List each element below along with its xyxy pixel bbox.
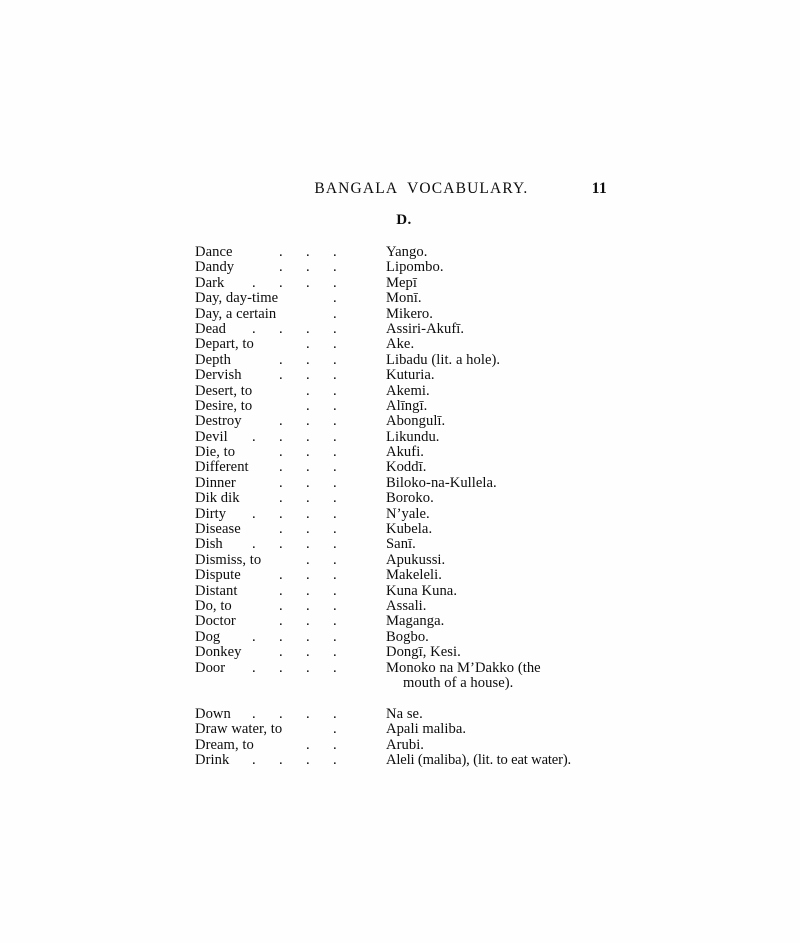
entry-translation: Aleli (maliba), (lit. to eat water). xyxy=(386,751,572,768)
leader-dots: . . . . xyxy=(252,274,337,291)
entry-headword: Do, to xyxy=(195,597,232,614)
entry-headword-cell xyxy=(195,414,386,429)
vocabulary-entry xyxy=(195,491,615,506)
entry-translation: Dongī, Kesi. xyxy=(386,644,461,661)
entry-headword: Down xyxy=(195,705,231,722)
entry-translation: Libadu (lit. a hole). xyxy=(386,351,501,368)
vocabulary-entry xyxy=(195,630,615,645)
leader-dots: . xyxy=(333,290,337,307)
entry-headword: Dog xyxy=(195,628,221,645)
entry-translation: N’yale. xyxy=(386,505,430,522)
entry-headword-cell xyxy=(195,537,386,552)
entry-headword: Dish xyxy=(195,536,223,553)
entry-headword-cell xyxy=(195,707,386,722)
entry-translation: Maganga. xyxy=(386,613,445,630)
entry-translation: Kubela. xyxy=(386,521,433,538)
vocabulary-entry xyxy=(195,507,615,522)
entry-translation: Akemi. xyxy=(386,382,430,399)
entry-headword: Dik dik xyxy=(195,490,240,507)
page-title: BANGALA VOCABULARY. xyxy=(314,180,529,197)
entry-headword-cell xyxy=(195,614,386,629)
entry-headword: Draw water, to xyxy=(195,721,283,738)
entry-headword-cell xyxy=(195,245,386,260)
leader-dots: . . . xyxy=(279,367,337,384)
entry-headword: Dandy xyxy=(195,259,235,276)
entry-headword-cell xyxy=(195,522,386,537)
entry-translation: Abongulī. xyxy=(386,413,446,430)
vocabulary-entry xyxy=(195,614,615,629)
entry-headword: Dark xyxy=(195,274,225,291)
entry-headword: Door xyxy=(195,659,226,676)
entry-translation xyxy=(386,661,608,692)
leader-dots: . . . . xyxy=(252,628,337,645)
vocabulary-entry xyxy=(195,753,615,768)
entry-translation: Apali maliba. xyxy=(386,721,467,738)
entry-translation: Koddī. xyxy=(386,459,427,476)
entry-headword: Day, day-time xyxy=(195,290,279,307)
entry-headword-cell xyxy=(195,553,386,568)
entry-headword-cell xyxy=(195,460,386,475)
entry-headword: Desire, to xyxy=(195,397,253,414)
entry-headword-cell xyxy=(195,445,386,460)
leader-dots: . . . . xyxy=(252,705,337,722)
entry-translation: Kuturia. xyxy=(386,367,435,384)
vocabulary-entry xyxy=(195,476,615,491)
entry-headword: Different xyxy=(195,459,249,476)
leader-dots: . . . xyxy=(279,613,337,630)
entry-translation: Sanī. xyxy=(386,536,416,553)
entry-translation: Ake. xyxy=(386,336,415,353)
entry-headword-cell xyxy=(195,337,386,352)
entry-headword: Disease xyxy=(195,521,241,538)
leader-dots: . . xyxy=(306,736,337,753)
entry-translation: Likundu. xyxy=(386,428,440,445)
entry-translation: Makeleli. xyxy=(386,567,442,584)
leader-dots: . . . xyxy=(279,474,337,491)
entry-headword-cell xyxy=(195,738,386,753)
vocabulary-entry xyxy=(195,337,615,352)
entry-headword: Desert, to xyxy=(195,382,253,399)
entry-translation: Biloko-na-Kullela. xyxy=(386,474,497,491)
vocabulary-entry xyxy=(195,322,615,337)
entry-headword: Dream, to xyxy=(195,736,254,753)
entry-headword: Die, to xyxy=(195,444,236,461)
leader-dots: . . . . xyxy=(252,659,337,676)
page-number: 11 xyxy=(591,180,607,197)
entry-translation-line: Monoko na M’Dakko (the xyxy=(386,659,541,676)
vocabulary-entry xyxy=(195,553,615,568)
entry-headword-cell xyxy=(195,584,386,599)
entry-translation: Alīngī. xyxy=(386,397,428,414)
entry-headword: Devil xyxy=(195,428,228,445)
vocabulary-entry xyxy=(195,399,615,414)
entry-translation: Akufi. xyxy=(386,444,424,461)
vocabulary-entry xyxy=(195,414,615,429)
entry-headword: Dirty xyxy=(195,505,227,522)
entry-headword-cell xyxy=(195,291,386,306)
entry-headword-cell xyxy=(195,491,386,506)
entry-headword-cell xyxy=(195,353,386,368)
vocabulary-entry xyxy=(195,384,615,399)
vocabulary-entry-list xyxy=(195,245,615,768)
vocabulary-entry xyxy=(195,645,615,660)
entry-headword-cell xyxy=(195,430,386,445)
vocabulary-entry xyxy=(195,353,615,368)
entry-headword: Dead xyxy=(195,320,226,337)
leader-dots: . . . xyxy=(279,413,337,430)
entry-headword-cell xyxy=(195,568,386,583)
entry-headword-cell xyxy=(195,645,386,660)
vocabulary-entry xyxy=(195,522,615,537)
leader-dots: . . xyxy=(306,382,337,399)
vocabulary-entry xyxy=(195,291,615,306)
leader-dots: . . . xyxy=(279,644,337,661)
entry-headword: Depart, to xyxy=(195,336,254,353)
vocabulary-entry xyxy=(195,307,615,322)
entry-headword: Depth xyxy=(195,351,231,368)
section-letter-heading: D. xyxy=(396,212,412,228)
leader-dots: . xyxy=(333,721,337,738)
entry-headword-cell xyxy=(195,476,386,491)
vocabulary-entry xyxy=(195,738,615,753)
entry-headword: Dance xyxy=(195,244,233,260)
vocabulary-entry xyxy=(195,368,615,383)
leader-dots: . . . . xyxy=(252,428,337,445)
entry-translation: Kuna Kuna. xyxy=(386,582,458,599)
leader-dots: . . xyxy=(306,397,337,414)
leader-dots: . . . xyxy=(279,582,337,599)
vocabulary-entry xyxy=(195,445,615,460)
entry-translation: Assali. xyxy=(386,597,427,614)
entry-headword: Dispute xyxy=(195,567,241,584)
leader-dots: . . . xyxy=(279,351,337,368)
leader-dots: . . . xyxy=(279,567,337,584)
entry-headword-cell xyxy=(195,399,386,414)
leader-dots: . . . . xyxy=(252,536,337,553)
vocabulary-entry xyxy=(195,260,615,275)
vocabulary-entry xyxy=(195,584,615,599)
entry-translation: Mepī xyxy=(386,274,418,291)
vocabulary-entry xyxy=(195,245,615,260)
leader-dots: . . xyxy=(306,336,337,353)
entry-headword-cell xyxy=(195,368,386,383)
entry-headword: Drink xyxy=(195,751,230,768)
vocabulary-entry xyxy=(195,276,615,291)
vocabulary-entry xyxy=(195,568,615,583)
running-head xyxy=(195,180,607,198)
entry-headword: Doctor xyxy=(195,613,236,630)
entry-translation: Boroko. xyxy=(386,490,434,507)
entry-headword: Day, a certain xyxy=(195,305,277,322)
entry-headword-cell xyxy=(195,722,386,737)
entry-headword: Dervish xyxy=(195,367,242,384)
leader-dots: . . . xyxy=(279,259,337,276)
entry-headword-cell xyxy=(195,260,386,275)
leader-dots: . . . xyxy=(279,490,337,507)
entry-translation-continuation: mouth of a house). xyxy=(403,674,514,691)
entry-headword: Dismiss, to xyxy=(195,551,262,568)
entry-translation: Bogbo. xyxy=(386,628,429,645)
leader-dots: . . . xyxy=(279,444,337,461)
entry-headword-cell xyxy=(195,630,386,645)
entry-translation: Lipombo. xyxy=(386,259,444,276)
entry-headword-cell xyxy=(195,322,386,337)
vocabulary-entry xyxy=(195,460,615,475)
entry-translation: Arubi. xyxy=(386,736,424,753)
vocabulary-entry xyxy=(195,599,615,614)
entry-translation: Assiri-Akufī. xyxy=(386,320,465,337)
entry-headword: Donkey xyxy=(195,644,242,661)
leader-dots: . . . . xyxy=(252,751,337,768)
entry-translation: Mikero. xyxy=(386,305,433,322)
leader-dots: . . . xyxy=(279,459,337,476)
entry-headword-cell xyxy=(195,753,386,768)
entry-translation: Na se. xyxy=(386,705,423,722)
leader-dots: . . . xyxy=(279,244,337,260)
vocabulary-entry xyxy=(195,707,615,722)
leader-dots: . . . . xyxy=(252,320,337,337)
leader-dots: . . xyxy=(306,551,337,568)
entry-headword: Destroy xyxy=(195,413,242,430)
entry-translation: Yango. xyxy=(386,244,428,260)
leader-dots: . . . xyxy=(279,597,337,614)
entry-headword-cell xyxy=(195,507,386,522)
vocabulary-entry xyxy=(195,430,615,445)
entry-headword-cell xyxy=(195,384,386,399)
vocabulary-entry xyxy=(195,661,615,692)
entry-headword-cell xyxy=(195,307,386,322)
entry-translation: Monī. xyxy=(386,290,422,307)
leader-dots: . xyxy=(333,305,337,322)
entry-headword: Dinner xyxy=(195,474,236,491)
entry-headword: Distant xyxy=(195,582,238,599)
entry-translation: Apukussi. xyxy=(386,551,446,568)
leader-dots: . . . . xyxy=(252,505,337,522)
leader-dots: . . . xyxy=(279,521,337,538)
entry-headword-cell xyxy=(195,661,386,676)
entry-headword-cell xyxy=(195,599,386,614)
entry-headword-cell xyxy=(195,276,386,291)
vocabulary-entry xyxy=(195,537,615,552)
vocabulary-entry xyxy=(195,722,615,737)
